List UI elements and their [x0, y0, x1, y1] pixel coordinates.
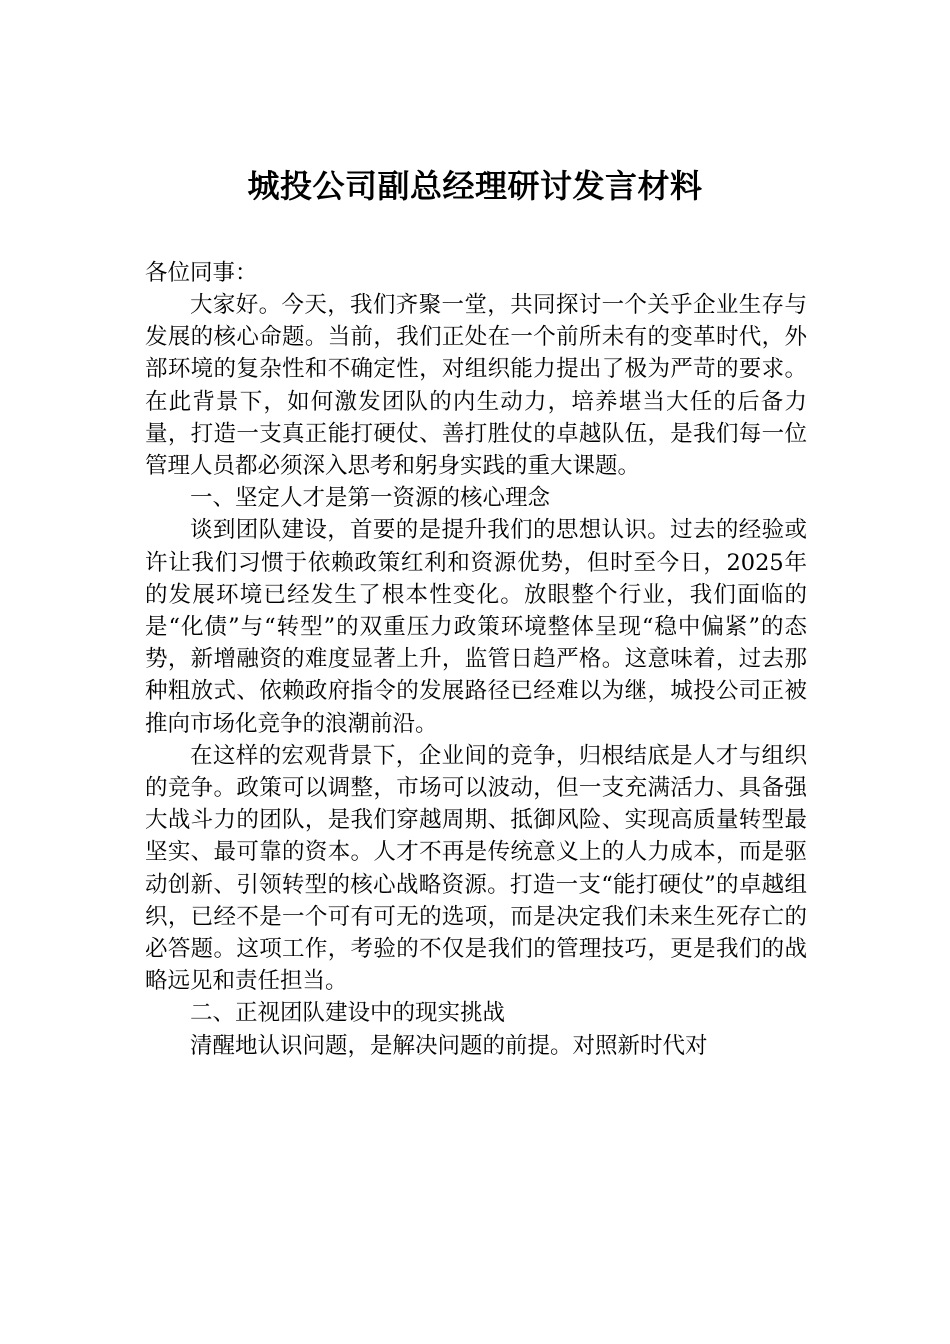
section1-paragraph-2: 在这样的宏观背景下，企业间的竞争，归根结底是人才与组织的竞争。政策可以调整，市场可以波动，但一支充满活力、具备强大战斗力的团队，是我们穿越周期、抵御风险、实现高质量转型最坚实、最可靠的资本。人才不再是传统意义上的人力成本，而是驱动创新、引领转型的核心战略资源。打造一支“能打硬仗”的卓越组织，已经不是一个可有可无的选项，而是决定我们未来生死存亡的必答题。这项工作，考验的不仅是我们的管理技巧，更是我们的战略远见和责任担当。 — [145, 742, 807, 995]
salutation: 各位同事： — [145, 260, 258, 286]
section1-paragraph-1: 谈到团队建设，首要的是提升我们的思想认识。过去的经验或许让我们习惯于依赖政策红利和资源优势，但时至今日，2025年的发展环境已经发生了根本性变化。放眼整个行业，我们面临的是“化债”与“转型”的双重压力政策环境整体呈现“稳中偏紧”的态势，新增融资的难度显著上升，监管日趋严格。这意味着，过去那种粗放式、依赖政府指令的发展路径已经难以为继，城投公司正被推向市场化竞争的浪潮前沿。 — [145, 517, 807, 737]
intro-paragraph: 大家好。今天，我们齐聚一堂，共同探讨一个关乎企业生存与发展的核心命题。当前，我们正处在一个前所未有的变革时代，外部环境的复杂性和不确定性，对组织能力提出了极为严苛的要求。在此背景下，如何激发团队的内生动力，培养堪当大任的后备力量，打造一支真正能打硬仗、善打胜仗的卓越队伍，是我们每一位管理人员都必须深入思考和躬身实践的重大课题。 — [145, 292, 807, 480]
section-heading-1: 一、坚定人才是第一资源的核心理念 — [190, 485, 551, 512]
page-title: 城投公司副总经理研讨发言材料 — [247, 167, 703, 205]
section-heading-2: 二、正视团队建设中的现实挑战 — [190, 1000, 506, 1027]
document-body — [145, 289, 807, 1062]
section2-paragraph-1: 清醒地认识问题，是解决问题的前提。对照新时代对 — [190, 1032, 708, 1059]
